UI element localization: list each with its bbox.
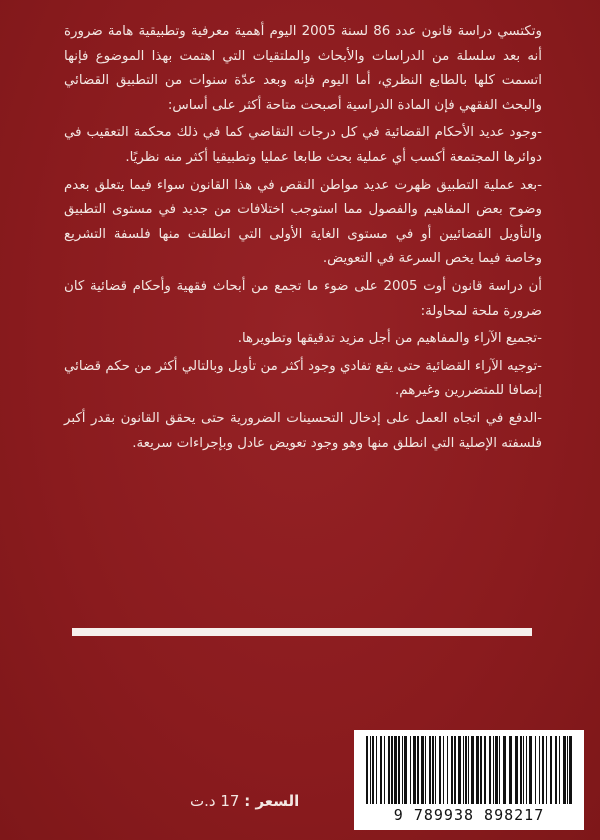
barcode-bar — [489, 736, 491, 804]
barcode-bar — [484, 736, 486, 804]
paragraph-aim-3: -الدفع في اتجاه العمل على إدخال التحسينات الضرورية حتى يحقق القانون بقدر أكبر فلسفته الإصلية التي انطلق منها وهو وجود تعويض عادل وبإجراءات سريعة. — [64, 410, 542, 451]
barcode-bar — [413, 736, 416, 804]
barcode-bar — [476, 736, 479, 804]
price-value: 17 د.ت — [190, 792, 240, 810]
barcode-bars — [364, 736, 574, 806]
barcode-bar — [366, 736, 368, 804]
paragraph-point-1: -وجود عديد الأحكام القضائية في كل درجات التقاضي كما في ذلك محكمة التعقيب في دوائرها المجتمعة أكسب أي عملية بحث طابعا عمليا وتطبيقيا أكثر منه نظريًا. — [64, 125, 542, 165]
barcode-bar — [542, 736, 544, 804]
barcode-bar — [384, 736, 385, 804]
barcode-bar — [380, 736, 382, 804]
barcode-bar — [372, 736, 374, 804]
paragraph-aim-2: -توجيه الآراء القضائية حتى يقع تفادي وجود أكثر من تأويل وبالتالي أكثر من حكم قضائي إنصافا للمتضررين وغيرهم. — [64, 358, 542, 399]
barcode-bar — [493, 736, 494, 804]
isbn-number: 9 789938 898217 — [393, 806, 545, 824]
barcode-bar — [410, 736, 411, 804]
barcode-bar — [499, 736, 500, 804]
barcode-bar — [555, 736, 557, 804]
barcode-bar — [509, 736, 512, 804]
barcode-bar — [398, 736, 400, 804]
barcode-bar — [454, 736, 456, 804]
barcode-bar — [432, 736, 434, 804]
barcode-bar — [388, 736, 390, 804]
barcode-bar — [458, 736, 461, 804]
barcode-bar — [535, 736, 536, 804]
barcode-bar — [526, 736, 527, 804]
barcode-bar — [559, 736, 560, 804]
barcode-bar — [435, 736, 436, 804]
barcode-bar — [404, 736, 407, 804]
barcode-bar — [515, 736, 518, 804]
barcode-bar — [520, 736, 522, 804]
barcode-bar — [417, 736, 419, 804]
barcode-bar — [468, 736, 469, 804]
barcode-bar — [567, 736, 568, 804]
barcode-bar — [563, 736, 566, 804]
barcode-bar — [463, 736, 464, 804]
barcode-bar — [429, 736, 431, 804]
barcode — [354, 730, 584, 830]
price-label: السعر : — [244, 792, 300, 810]
paragraph-conclusion: أن دراسة قانون أوت 2005 على ضوء ما تجمع من أبحاث فقهية وأحكام قضائية كان ضرورة ملحة لمحاولة: — [64, 278, 542, 319]
barcode-bar — [495, 736, 498, 804]
barcode-bar — [376, 736, 377, 804]
barcode-bar — [370, 736, 371, 804]
barcode-bar — [421, 736, 424, 804]
barcode-bar — [394, 736, 397, 804]
paragraph-aim-1: -تجميع الآراء والمفاهيم من أجل مزيد تدقيقها وتطويرها. — [237, 331, 542, 347]
barcode-bar — [539, 736, 540, 804]
barcode-bar — [439, 736, 441, 804]
price-tag — [190, 792, 299, 810]
barcode-bar — [529, 736, 532, 804]
barcode-bar — [391, 736, 393, 804]
barcode-bar — [443, 736, 444, 804]
barcode-bar — [546, 736, 547, 804]
barcode-bar — [569, 736, 572, 804]
barcode-bar — [451, 736, 453, 804]
barcode-bar — [503, 736, 506, 804]
barcode-bar — [480, 736, 482, 804]
blurb-text — [64, 20, 542, 459]
divider-rule — [72, 628, 532, 636]
barcode-bar — [465, 736, 467, 804]
barcode-bar — [402, 736, 403, 804]
barcode-bar — [425, 736, 426, 804]
barcode-bar — [523, 736, 524, 804]
barcode-bar — [447, 736, 448, 804]
paragraph-intro: وتكتسي دراسة قانون عدد 86 لسنة 2005 اليوم أهمية معرفية وتطبيقية هامة ضرورة أنه بعد سلسلة من الدراسات والأبحاث والملتقيات التي اهتمت بهذا الموضوع فإنها اتسمت كلها بالطابع النظري، أما اليوم فإنه وبعد عدّة سنوات من التطبيق القضائي والبحث الفقهي فإن المادة الدراسية أصبحت متاحة أكثر على أساس: — [64, 24, 542, 113]
barcode-bar — [471, 736, 474, 804]
paragraph-point-2: -بعد عملية التطبيق ظهرت عديد مواطن النقص في هذا القانون سواء فيما يتعلق بعدم وضوح بعض المفاهيم والفصول مما استوجب اختلافات من جديد في مستوى التطبيق والتأويل القضائيين أو في مستوى الغاية الأولى التي انطلقت منها فلسفة التشريع وخاصة فيما يخص السرعة في التعويض. — [64, 177, 542, 267]
barcode-bar — [550, 736, 552, 804]
